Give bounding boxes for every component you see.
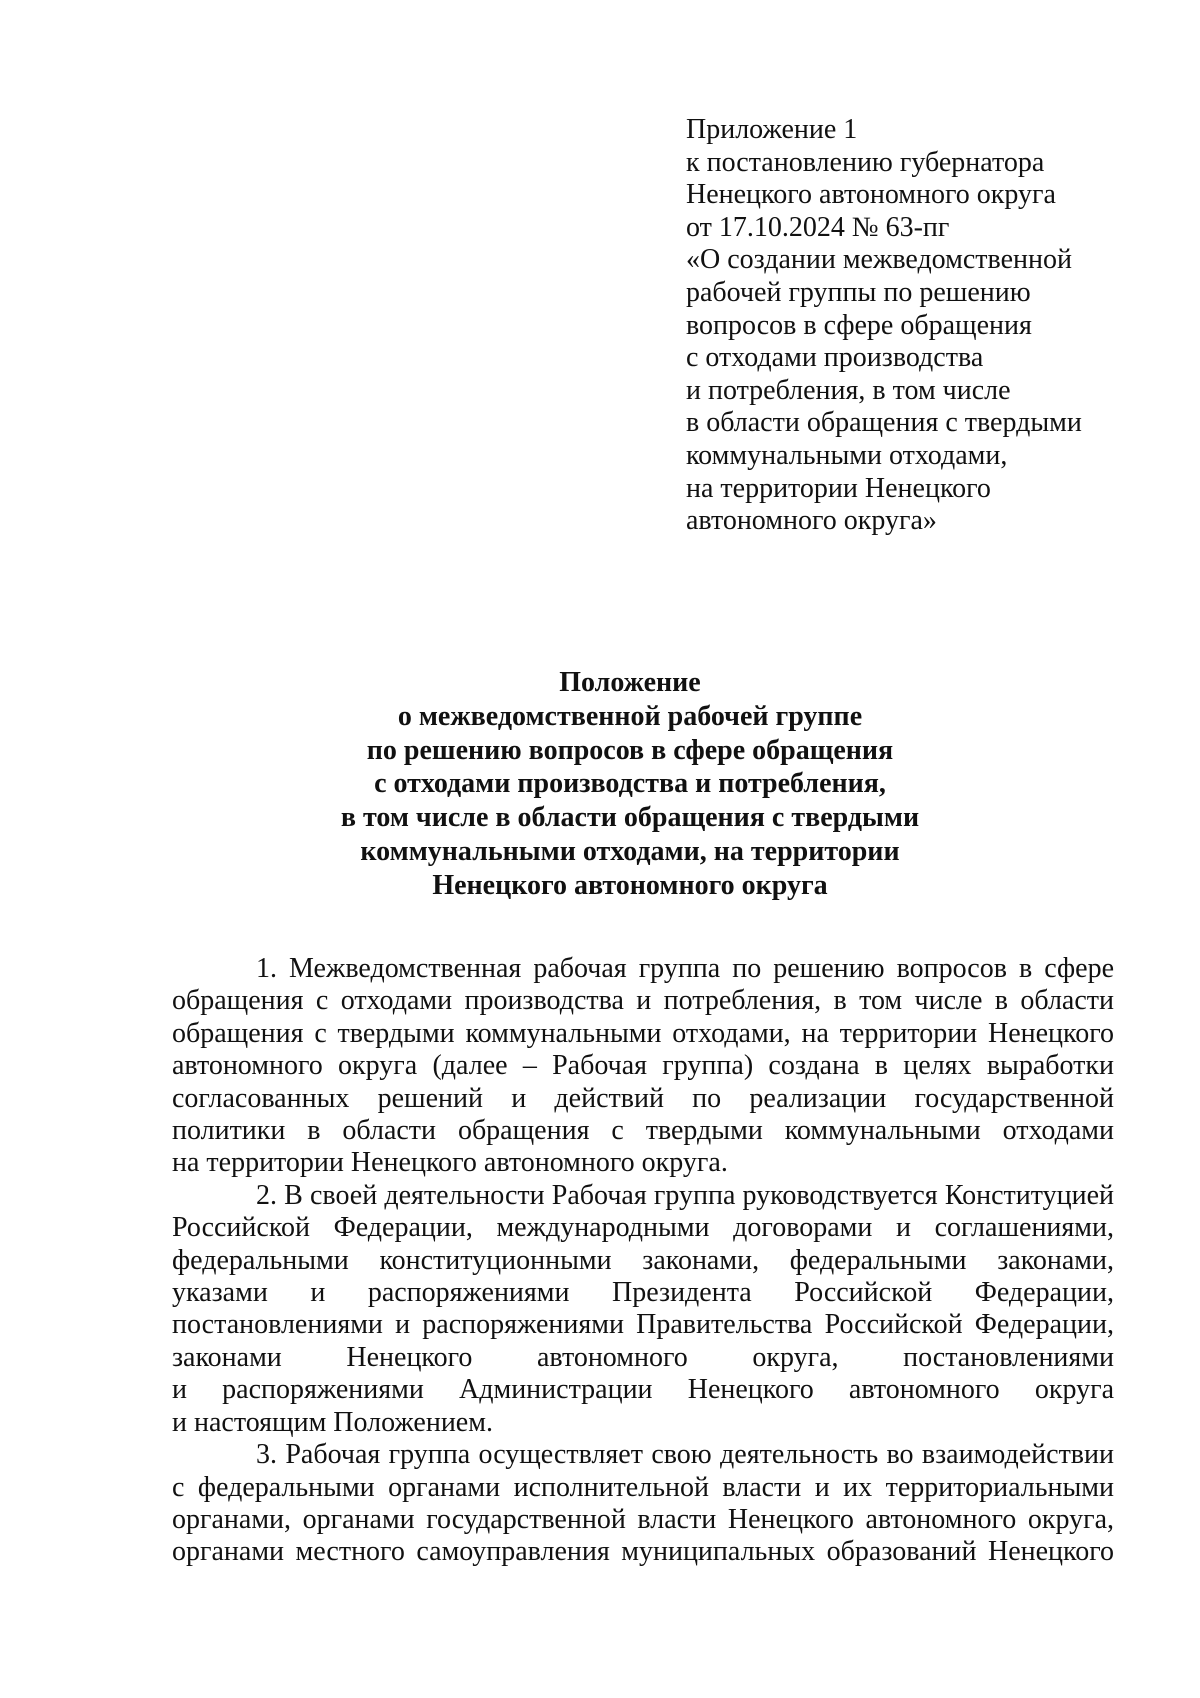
appendix-line: в области обращения с твердыми	[686, 407, 1082, 439]
paragraph-line: Российской Федерации, международными договорами и соглашениями,	[172, 1212, 1114, 1244]
paragraph-line: и распоряжениями Администрации Ненецкого автономного округа	[172, 1374, 1114, 1406]
title-line: по решению вопросов в сфере обращения	[366, 734, 894, 766]
appendix-line: коммунальными отходами,	[686, 439, 1008, 471]
appendix-line: с отходами производства	[686, 342, 984, 374]
paragraph-line: органами местного самоуправления муниципальных образований Ненецкого	[172, 1536, 1114, 1568]
appendix-line: автономного округа»	[686, 505, 937, 537]
appendix-line: Приложение 1	[686, 114, 858, 145]
paragraph-line: законами Ненецкого автономного округа, постановлениями	[172, 1341, 1114, 1373]
paragraph-line: федеральными конституционными законами, федеральными законами,	[172, 1244, 1114, 1276]
paragraph-line: 1. Межведомственная рабочая группа по решению вопросов в сфере	[256, 953, 1114, 984]
title-line: о межведомственной рабочей группе	[397, 700, 863, 732]
appendix-line: на территории Ненецкого	[686, 472, 991, 504]
title-line: в том числе в области обращения с твердыми	[340, 802, 920, 834]
title-line: с отходами производства и потребления,	[374, 768, 886, 800]
title-line: Ненецкого автономного округа	[432, 869, 828, 901]
appendix-header	[686, 114, 1186, 538]
appendix-line: «О создании межведомственной	[686, 244, 1072, 276]
paragraph-line: на территории Ненецкого автономного округа.	[172, 1147, 728, 1179]
paragraph-line: и настоящим Положением.	[172, 1406, 493, 1438]
title-line: Положение	[559, 667, 701, 698]
appendix-line: к постановлению губернатора	[686, 146, 1045, 178]
paragraph-line: 3. Рабочая группа осуществляет свою деятельность во взаимодействии	[256, 1439, 1114, 1471]
paragraph-line: политики в области обращения с твердыми коммунальными отходами	[172, 1115, 1114, 1147]
appendix-line: рабочей группы по решению	[686, 276, 1031, 308]
appendix-line: вопросов в сфере обращения	[686, 309, 1032, 341]
paragraph-line: согласованных решений и действий по реализации государственной	[172, 1082, 1114, 1114]
document-title	[130, 666, 1130, 903]
paragraph-line: постановлениями и распоряжениями Правительства Российской Федерации,	[172, 1309, 1114, 1341]
paragraph-line: с федеральными органами исполнительной власти и их территориальными	[172, 1471, 1114, 1503]
appendix-line: от 17.10.2024 № 63-пг	[686, 211, 950, 243]
appendix-line: Ненецкого автономного округа	[686, 179, 1056, 211]
paragraph-line: органами, органами государственной власти Ненецкого автономного округа,	[172, 1503, 1114, 1535]
appendix-line: и потребления, в том числе	[686, 374, 1011, 406]
paragraph-2	[172, 1180, 1114, 1439]
paragraph-line: 2. В своей деятельности Рабочая группа руководствуется Конституцией	[256, 1179, 1114, 1211]
title-line: коммунальными отходами, на территории	[360, 835, 900, 867]
paragraph-3	[172, 1439, 1114, 1569]
paragraph-line: обращения с твердыми коммунальными отходами, на территории Ненецкого	[172, 1017, 1114, 1049]
paragraph-line: указами и распоряжениями Президента Российской Федерации,	[172, 1277, 1114, 1309]
paragraph-line: обращения с отходами производства и потребления, в том числе в области	[172, 985, 1114, 1017]
paragraph-1	[172, 953, 1114, 1180]
document-body	[172, 953, 1114, 1569]
paragraph-line: автономного округа (далее – Рабочая группа) создана в целях выработки	[172, 1050, 1114, 1082]
